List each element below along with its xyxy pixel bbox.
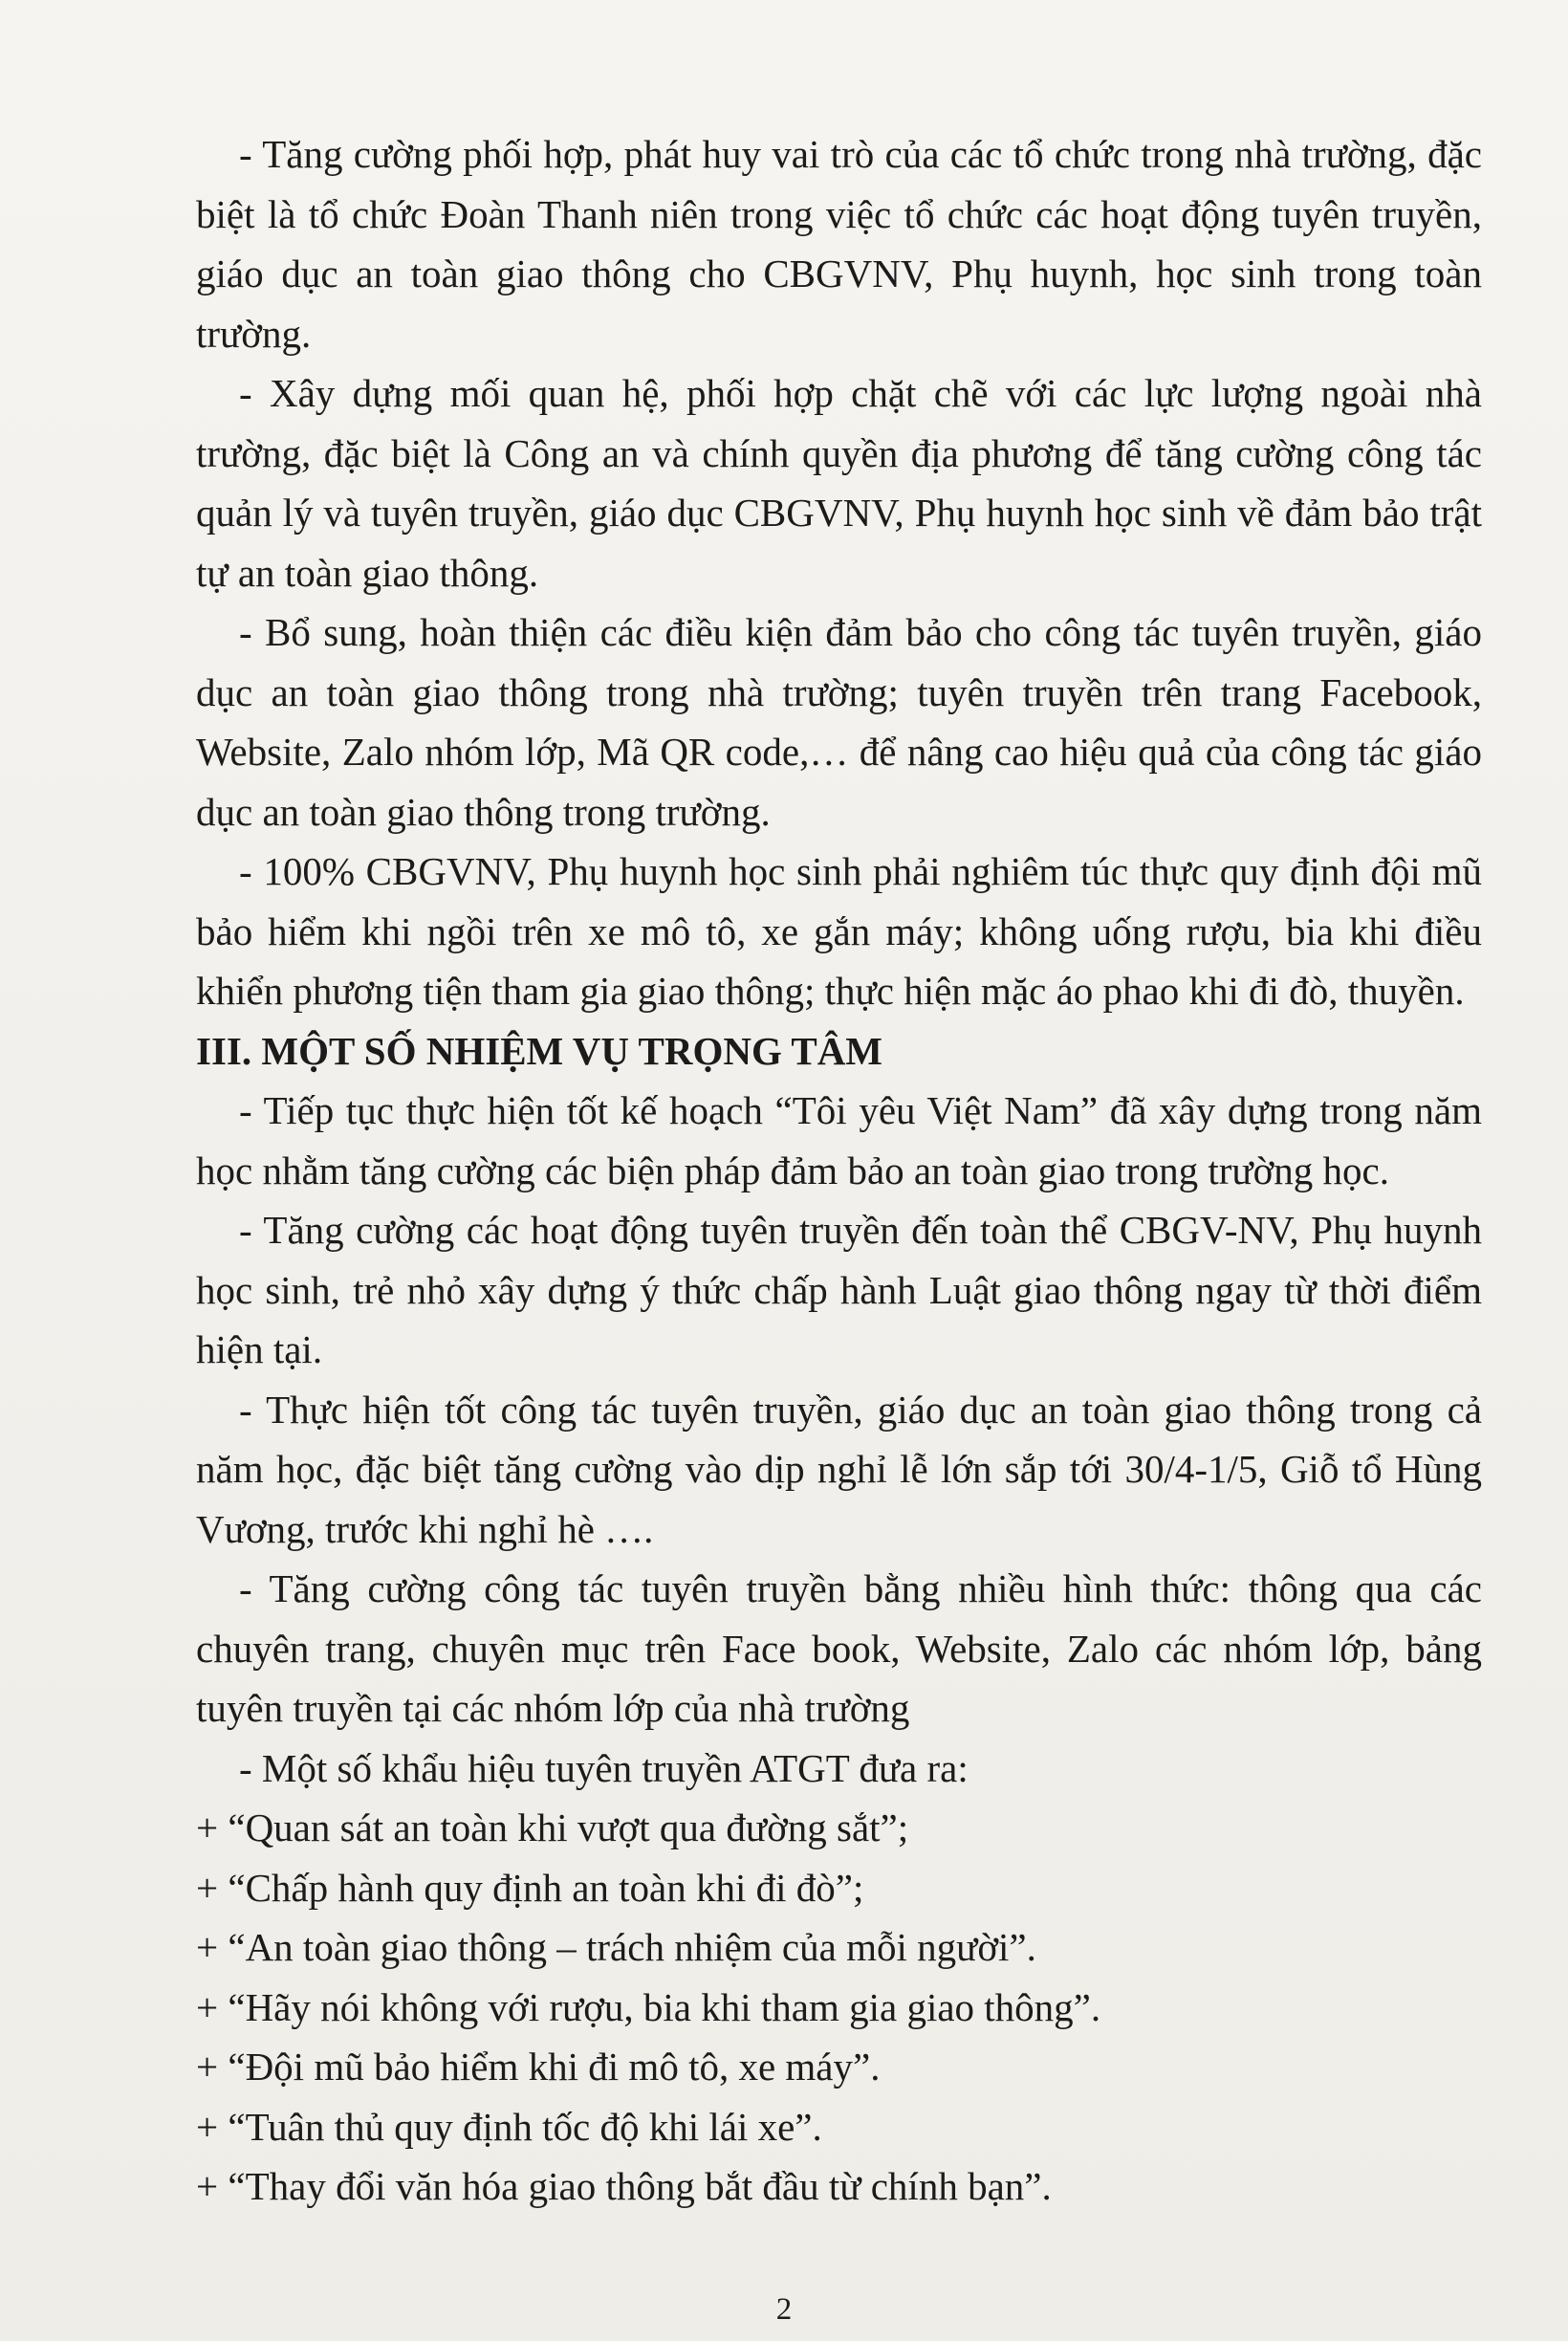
- page-content: [196, 124, 1482, 2217]
- slogan-item: + “Đội mũ bảo hiểm khi đi mô tô, xe máy”.: [196, 2045, 881, 2089]
- body-paragraph: - Xây dựng mối quan hệ, phối hợp chặt chẽ với các lực lượng ngoài nhà trường, đặc biệt là Công an và chính quyền địa phương để tăng cường công tác quản lý và tuyên truyền, giáo dục CBGVNV, Phụ huynh học sinh về đảm bảo trật tự an toàn giao thông.: [196, 371, 1482, 595]
- slogan-item: + “Hãy nói không với rượu, bia khi tham gia giao thông”.: [196, 1984, 1101, 2029]
- body-paragraph: - Bổ sung, hoàn thiện các điều kiện đảm bảo cho công tác tuyên truyền, giáo dục an toàn giao thông trong nhà trường; tuyên truyền trên trang Facebook, Website, Zalo nhóm lớp, Mã QR code,… để nâng cao hiệu quả của công tác giáo dục an toàn giao thông trong trường.: [196, 610, 1482, 834]
- body-paragraph: - Tăng cường các hoạt động tuyên truyền đến toàn thể CBGV-NV, Phụ huynh học sinh, trẻ nhỏ xây dựng ý thức chấp hành Luật giao thông ngay từ thời điểm hiện tại.: [196, 1208, 1482, 1371]
- body-paragraph: - Tăng cường công tác tuyên truyền bằng nhiều hình thức: thông qua các chuyên trang, chuyên mục trên Face book, Website, Zalo các nhóm lớp, bảng tuyên truyền tại các nhóm lớp của nhà trường: [196, 1566, 1482, 1730]
- body-paragraph: - Tiếp tục thực hiện tốt kế hoạch “Tôi yêu Việt Nam” đã xây dựng trong năm học nhằm tăng cường các biện pháp đảm bảo an toàn giao trong trường học.: [196, 1088, 1482, 1192]
- page-number: 2: [775, 2292, 793, 2327]
- body-paragraph: - Thực hiện tốt công tác tuyên truyền, giáo dục an toàn giao thông trong cả năm học, đặc biệt tăng cường vào dịp nghỉ lễ lớn sắp tới 30/4-1/5, Giỗ tổ Hùng Vương, trước khi nghỉ hè ….: [196, 1387, 1482, 1551]
- slogan-item: + “Thay đổi văn hóa giao thông bắt đầu từ chính bạn”.: [196, 2164, 1052, 2208]
- body-paragraph: - Một số khẩu hiệu tuyên truyền ATGT đưa ra:: [239, 1745, 969, 1790]
- slogan-item: + “An toàn giao thông – trách nhiệm của mỗi người”.: [196, 1925, 1036, 1969]
- slogan-item: + “Chấp hành quy định an toàn khi đi đò”;: [196, 1865, 864, 1910]
- body-paragraph: - 100% CBGVNV, Phụ huynh học sinh phải nghiêm túc thực quy định đội mũ bảo hiểm khi ngồi trên xe mô tô, xe gắn máy; không uống rượu, bia khi điều khiển phương tiện tham gia giao thông; thực hiện mặc áo phao khi đi đò, thuyền.: [196, 849, 1482, 1013]
- body-paragraph: - Tăng cường phối hợp, phát huy vai trò của các tổ chức trong nhà trường, đặc biệt là tổ chức Đoàn Thanh niên trong việc tổ chức các hoạt động tuyên truyền, giáo dục an toàn giao thông cho CBGVNV, Phụ huynh, học sinh trong toàn trường.: [196, 132, 1482, 356]
- section-heading: III. MỘT SỐ NHIỆM VỤ TRỌNG TÂM: [196, 1028, 883, 1073]
- slogan-item: + “Quan sát an toàn khi vượt qua đường sắt”;: [196, 1805, 909, 1849]
- slogan-item: + “Tuân thủ quy định tốc độ khi lái xe”.: [196, 2104, 822, 2149]
